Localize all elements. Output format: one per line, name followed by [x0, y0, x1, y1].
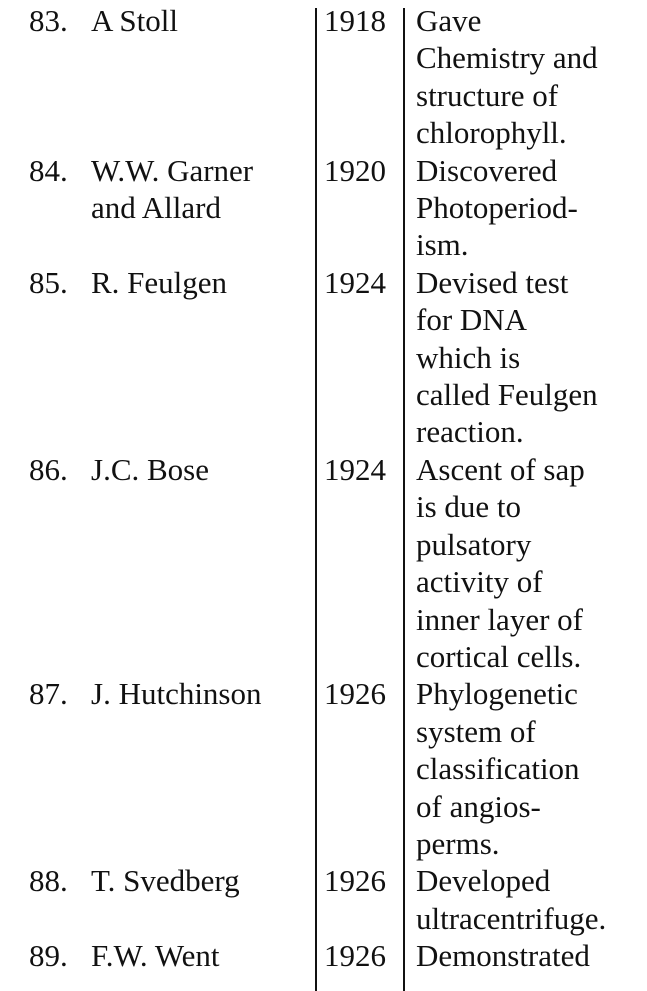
row-number: 89.	[29, 938, 68, 974]
year: 1926	[324, 938, 386, 974]
table-row-89	[0, 937, 647, 974]
row-number: 85.	[29, 264, 68, 300]
scientist-name: T. Svedberg	[91, 863, 240, 899]
table-row-84	[0, 152, 647, 264]
year: 1918	[324, 3, 386, 38]
scientist-name: J.C. Bose	[91, 451, 209, 487]
scientist-name: W.W. Garner and Allard	[91, 152, 254, 226]
contribution: Gave Chemistry and structure of chlorophyll.	[416, 3, 598, 151]
row-number: 87.	[29, 676, 68, 712]
column-divider-left	[315, 8, 317, 991]
contribution: Devised test for DNA which is called Feulgen reaction.	[416, 264, 598, 450]
contribution: Phylogenetic system of classification of angios- perms.	[416, 676, 580, 861]
contribution: Ascent of sap is due to pulsatory activity of inner layer of cortical cells.	[416, 451, 585, 674]
scientist-name: J. Hutchinson	[91, 676, 262, 712]
table-row-87	[0, 675, 647, 862]
scientist-name: A Stoll	[91, 3, 179, 38]
year: 1926	[324, 676, 386, 712]
row-number: 86.	[29, 451, 68, 487]
scientist-name: R. Feulgen	[91, 264, 228, 300]
table-row-88	[0, 862, 647, 937]
contribution: Discovered Photoperiod- ism.	[416, 152, 578, 263]
row-number: 84.	[29, 152, 68, 188]
contribution: Developed ultracentrifuge.	[416, 863, 607, 936]
table-row-83	[0, 2, 647, 152]
row-number: 88.	[29, 863, 68, 899]
scientist-name: F.W. Went	[91, 938, 220, 974]
table-row-86	[0, 451, 647, 675]
discoveries-table	[0, 2, 647, 975]
contribution: Demonstrated	[416, 938, 590, 974]
year: 1924	[324, 264, 386, 300]
year: 1926	[324, 863, 386, 899]
row-number: 83.	[29, 3, 68, 38]
column-divider-right	[403, 8, 405, 991]
table-row-85	[0, 264, 647, 451]
year: 1920	[324, 152, 386, 188]
year: 1924	[324, 451, 386, 487]
